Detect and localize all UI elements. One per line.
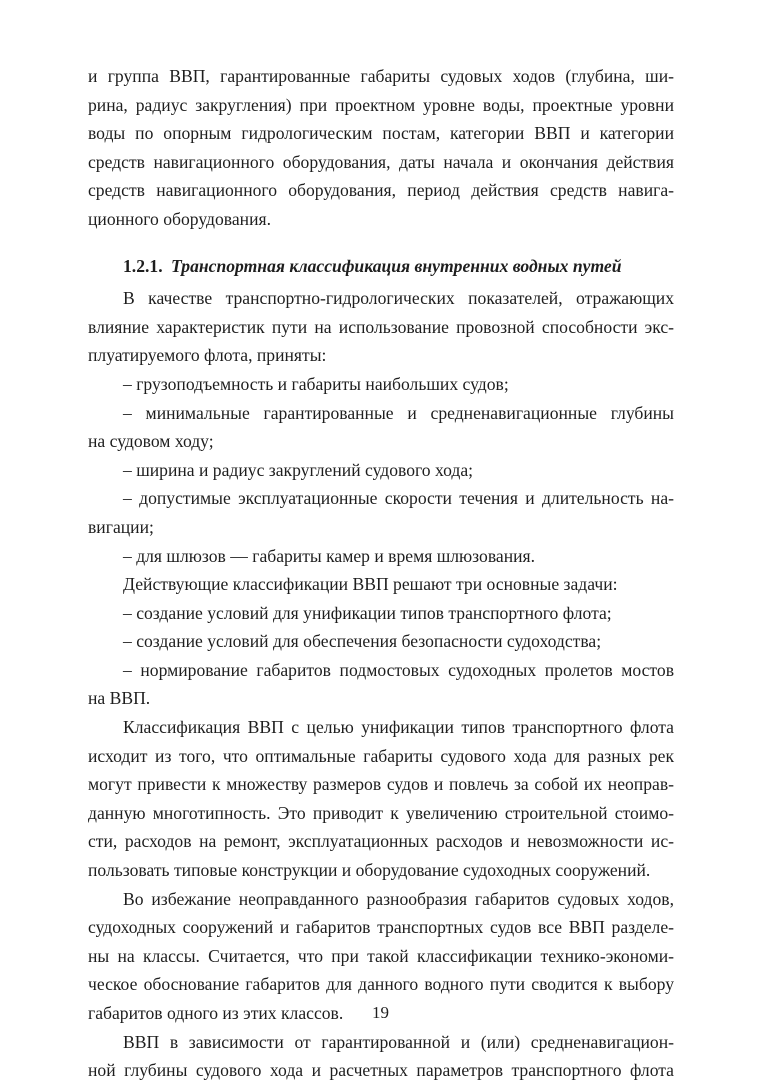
list-item-continuation: вигации; bbox=[88, 516, 154, 537]
list-item-continuation: на ВВП. bbox=[88, 688, 151, 709]
section-heading bbox=[88, 252, 674, 281]
text-line: воды по опорным гидрологическим постам, категории ВВП и категории bbox=[88, 123, 674, 144]
section-number: 1.2.1. bbox=[123, 255, 163, 276]
page-number: 19 bbox=[372, 1003, 389, 1022]
paragraph-classification bbox=[88, 713, 674, 885]
text-line: средств навигационного оборудования, даты начала и окончания действия bbox=[88, 151, 674, 172]
text-line: Классификация ВВП с целью унификации типов транспортного флота bbox=[123, 717, 674, 738]
list-item: – минимальные гарантированные и средненавигационные глубины bbox=[123, 402, 674, 423]
text-line: и группа ВВП, гарантированные габариты судовых ходов (глубина, ши- bbox=[88, 66, 674, 86]
text-line: ВВП в зависимости от гарантированной и (или) средненавигацион- bbox=[123, 1031, 674, 1052]
text-line: рина, радиус закругления) при проектном уровне воды, проектные уровни bbox=[88, 94, 674, 115]
list-item: – создание условий для унификации типов транспортного флота; bbox=[123, 602, 612, 623]
paragraph-continuation bbox=[88, 62, 674, 234]
text-line: сти, расходов на ремонт, эксплуатационных расходов и невозможности ис- bbox=[88, 831, 674, 852]
page-body bbox=[88, 62, 674, 1085]
text-line: исходит из того, что оптимальные габариты судового хода для разных рек bbox=[88, 745, 674, 766]
paragraph-intro bbox=[88, 284, 674, 370]
text-line: данную многотипность. Это приводит к увеличению строительной стоимо- bbox=[88, 802, 674, 823]
tasks-intro: Действующие классификации ВВП решают три основные задачи: bbox=[123, 574, 618, 595]
text-line: ны на классы. Считается, что при такой классификации технико-экономи- bbox=[88, 945, 674, 966]
list-item: – для шлюзов — габариты камер и время шлюзования. bbox=[123, 545, 536, 566]
list-item: – грузоподъемность и габариты наибольших судов; bbox=[123, 373, 509, 394]
text-line: ционного оборудования. bbox=[88, 208, 271, 229]
text-line: плуатируемого флота, приняты: bbox=[88, 345, 327, 366]
text-line: габаритов одного из этих классов. bbox=[88, 1003, 344, 1023]
text-line: могут привести к множеству размеров судов и повлечь за собой их неоправ- bbox=[88, 774, 674, 795]
list-item-continuation: на судовом ходу; bbox=[88, 431, 214, 452]
text-line: В качестве транспортно-гидрологических показателей, отражающих bbox=[123, 288, 674, 309]
text-line: ной глубины судового хода и расчетных параметров транспортного флота bbox=[88, 1060, 674, 1081]
text-line: влияние характеристик пути на использование провозной способности экс- bbox=[88, 316, 674, 337]
list-item: – нормирование габаритов подмостовых судоходных пролетов мостов bbox=[123, 659, 674, 680]
text-line: средств навигационного оборудования, период действия средств навига- bbox=[88, 180, 674, 201]
indicator-list bbox=[88, 370, 674, 570]
list-item: – создание условий для обеспечения безопасности судоходства; bbox=[123, 631, 602, 652]
text-line: пользовать типовые конструкции и оборудование судоходных сооружений. bbox=[88, 860, 651, 881]
list-item: – ширина и радиус закруглений судового хода; bbox=[123, 459, 474, 480]
paragraph-final bbox=[88, 1028, 674, 1085]
text-line: Во избежание неоправданного разнообразия габаритов судовых ходов, bbox=[123, 888, 674, 909]
text-line: судоходных сооружений и габаритов транспортных судов все ВВП разделе- bbox=[88, 917, 674, 938]
tasks-list bbox=[88, 599, 674, 713]
list-item: – допустимые эксплуатационные скорости течения и длительность на- bbox=[123, 488, 674, 509]
section-title: Транспортная классификация внутренних водных путей bbox=[171, 255, 622, 276]
text-line: ческое обоснование габаритов для данного водного пути сводится к выбору bbox=[88, 974, 674, 995]
